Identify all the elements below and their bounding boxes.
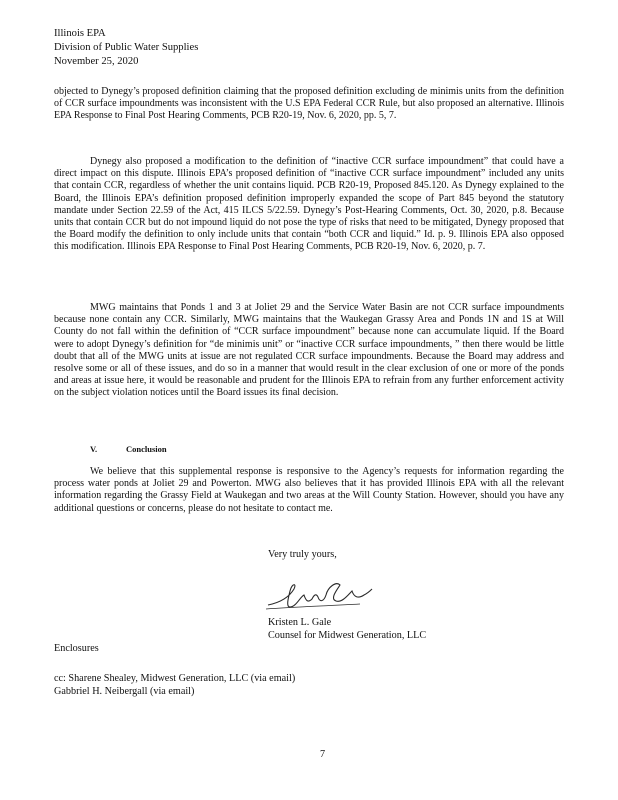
signature-image: [264, 577, 374, 613]
paragraph-continuation: objected to Dynegy’s proposed definition claiming that the proposed definition excluding de minimis units from the definition of CCR surface impoundments was inconsistent with the U.S EPA Federal CCR Rule, but also proposed an alternative. Illinois EPA Response to Final Post Hearing Comments, PCB R20-19, Nov. 6, 2020, pp. 5, 7.: [54, 86, 564, 122]
cc-line: cc: Sharene Shealey, Midwest Generation, LLC (via email): [54, 673, 296, 684]
paragraph-conclusion-text: We believe that this supplemental response is responsive to the Agency’s requests for information regarding the process water ponds at Joliet 29 and Powerton. MWG also believes that it has provided Illinois EPA with all the relevant information regarding the Grassy Field at Waukegan and two areas at the Will County Station. However, should you have any additional questions or concerns, please do not hesitate to contact me.: [54, 466, 564, 514]
cc-list: [54, 672, 295, 698]
section-title: Conclusion: [126, 444, 167, 454]
section-number: V.: [90, 444, 98, 454]
paragraph-mwg-text: MWG maintains that Ponds 1 and 3 at Joliet 29 and the Service Water Basin are not CCR surface impoundments because none contain any CCR. Similarly, MWG maintains that the Waukegan Grassy Area and Ponds 1N and 1S at Will County do not fall within the definition of “CCR surface impoundment” because none can accumulate liquid. If the Board were to adopt Dynegy’s definition for “de minimis unit” or “inactive CCR surface impoundments, ” then there would be little doubt that all of the MWG units at issue are not regulated CCR surface impoundments. Because the Board may address and resolve some or all of these issues, and do so in a manner that would result in the clear exclusion of one or more of the ponds and areas at issue here, it would be reasonable and prudent for the Illinois EPA to refrain from any further enforcement activity on the subject violation notices until the Board issues its final decision.: [54, 302, 564, 399]
page-number: 7: [320, 749, 326, 760]
paragraph-dynegy-text: Dynegy also proposed a modification to the definition of “inactive CCR surface impoundment” that could have a direct impact on this dispute. Illinois EPA’s proposed definition of “inactive CCR surface impoundment” included any units that contain CCR, regardless of whether the unit contains liquid. PCB R20-19, Proposed 845.120. As Dynegy explained to the Board, the Illinois EPA’s definition proposed definition improperly expanded the scope of Part 845 beyond the statutory mandate under Section 22.59 of the Act, 415 ILCS 5/22.59. Dynegy’s Post-Hearing Comments, Oct. 30, 2020, p.8. Because units that contain CCR but do not impound liquid do not pose the type of risks that need to be mitigated, Dynegy proposed that the Board modify the definition to only include units that contain “both CCR and liquid.” Id. p. 9. Illinois EPA also opposed this modification. Illinois EPA Response to Final Post Hearing Comments, PCB R20-19, Nov. 6, 2020, p. 7.: [54, 156, 564, 253]
closing-salutation: Very truly yours,: [268, 549, 337, 560]
letter-header: [54, 27, 198, 69]
section-heading: [90, 444, 167, 454]
paragraph-dynegy: [54, 156, 564, 254]
division-name: Division of Public Water Supplies: [54, 42, 199, 53]
paragraph-mwg: [54, 302, 564, 400]
signer-name: Kristen L. Gale: [268, 617, 332, 628]
paragraph-conclusion: [54, 466, 564, 515]
enclosures-label: Enclosures: [54, 643, 99, 654]
letter-date: November 25, 2020: [54, 56, 139, 67]
signer-title: Counsel for Midwest Generation, LLC: [268, 630, 427, 641]
agency-name: Illinois EPA: [54, 28, 106, 39]
cc-line: Gabbriel H. Neibergall (via email): [54, 686, 195, 697]
